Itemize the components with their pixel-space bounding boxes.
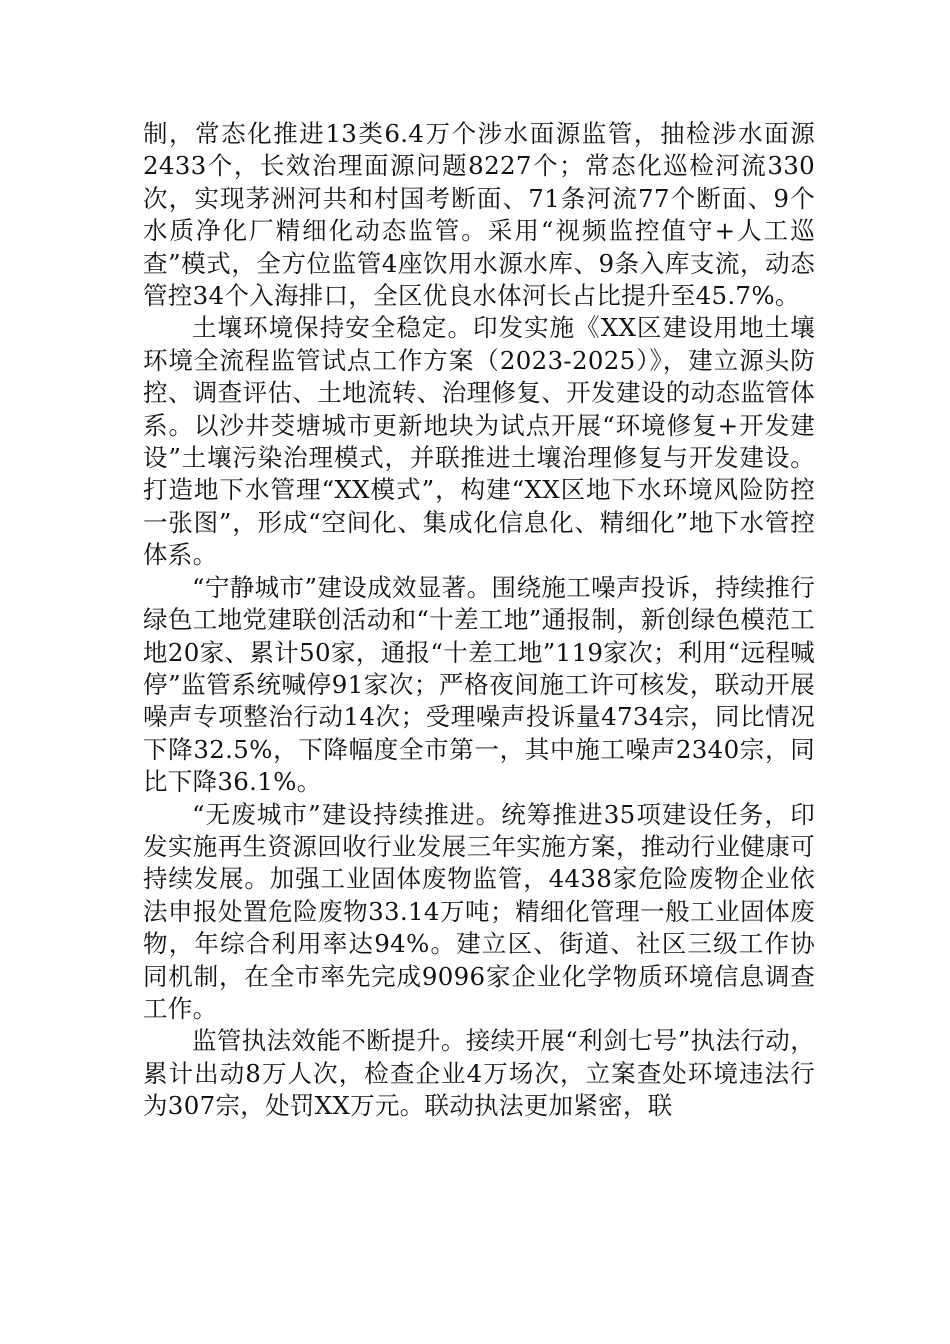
paragraph-water-supervision: 制，常态化推进13类6.4万个涉水面源监管，抽检涉水面源2433个，长效治理面源问题8227个；常态化巡检河流330次，实现茅洲河共和村国考断面、71条河流77个断面、9个水质净化厂精细化动态监管。采用“视频监控值守+人工巡查”模式，全方位监管4座饮用水源水库、9条入库支流，动态管控34个入海排口，全区优良水体河长占比提升至45.7%。 <box>143 119 815 311</box>
paragraph-quiet-city: “宁静城市”建设成效显著。围绕施工噪声投诉，持续推行绿色工地党建联创活动和“十差工地”通报制，新创绿色模范工地20家、累计50家，通报“十差工地”119家次；利用“远程喊停”监管系统喊停91家次；严格夜间施工许可核发，联动开展噪声专项整治行动14次；受理噪声投诉量4734宗，同比情况下降32.5%，下降幅度全市第一，其中施工噪声2340宗，同比下降36.1%。 <box>143 572 815 797</box>
document-body <box>143 118 815 1123</box>
paragraph-enforcement: 监管执法效能不断提升。接续开展“利剑七号”执法行动，累计出动8万人次，检查企业4万场次，立案查处环境违法行为307宗，处罚XX万元。联动执法更加紧密，联 <box>143 1026 815 1121</box>
paragraph-soil-environment: 土壤环境保持安全稳定。印发实施《XX区建设用地土壤环境全流程监管试点工作方案（2023-2025）》，建立源头防控、调查评估、土地流转、治理修复、开发建设的动态监管体系。以沙井茭塘城市更新地块为试点开展“环境修复+开发建设”土壤污染治理模式，并联推进土壤治理修复与开发建设。打造地下水管理“XX模式”，构建“XX区地下水环境风险防控一张图”，形成“空间化、集成化信息化、精细化”地下水管控体系。 <box>143 313 815 570</box>
paragraph-zero-waste-city: “无废城市”建设持续推进。统筹推进35项建设任务，印发实施再生资源回收行业发展三年实施方案，推动行业健康可持续发展。加强工业固体废物监管，4438家危险废物企业依法申报处置危险废物33.14万吨；精细化管理一般工业固体废物，年综合利用率达94%。建立区、街道、社区三级工作协同机制，在全市率先完成9096家企业化学物质环境信息调查工作。 <box>143 799 815 1023</box>
